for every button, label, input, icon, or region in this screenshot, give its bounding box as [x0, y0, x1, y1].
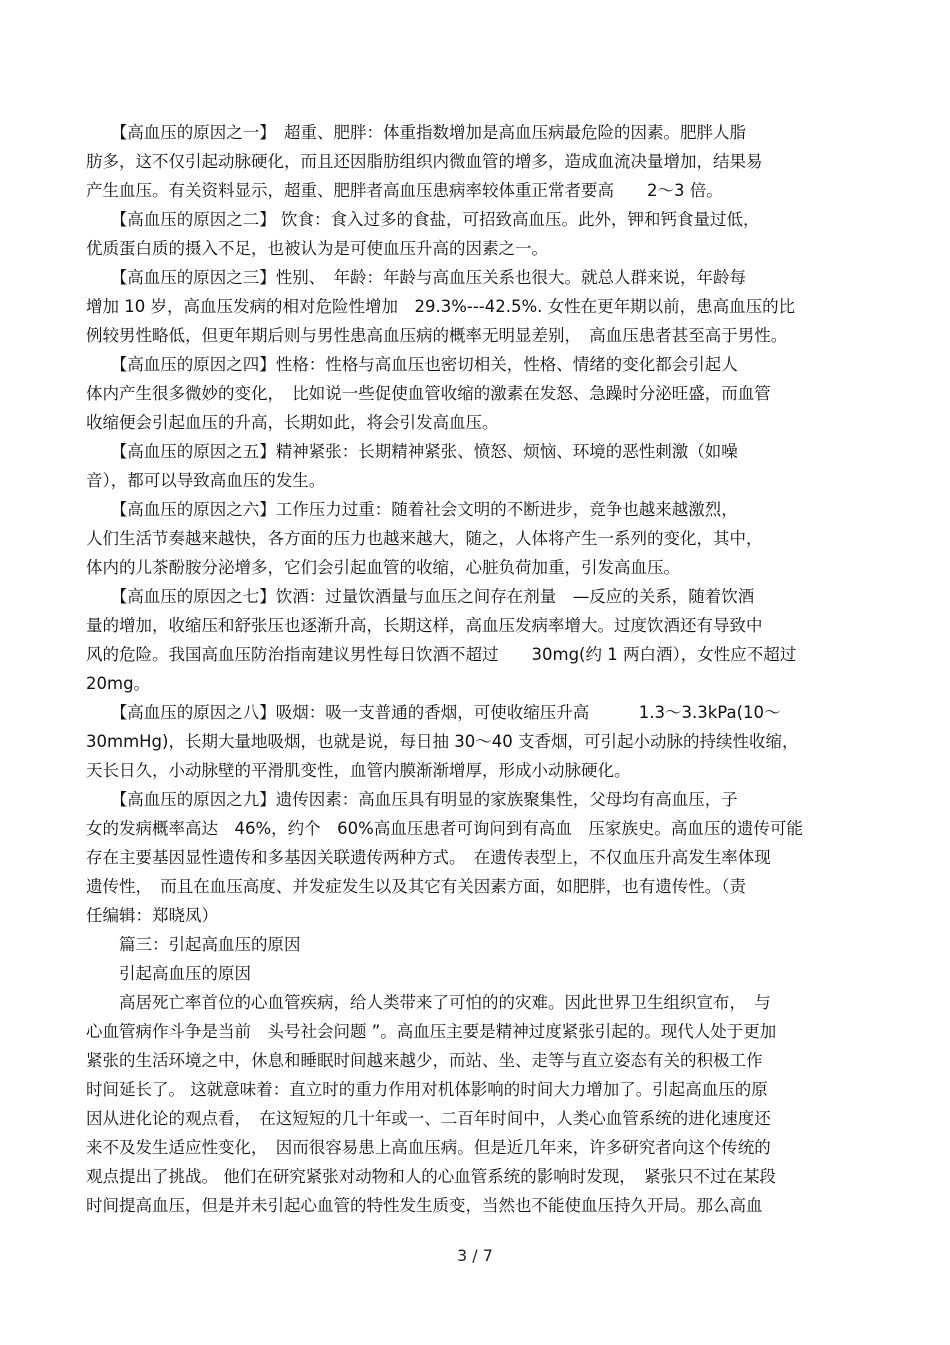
page-number: 3 / 7 [457, 1246, 493, 1265]
text-line: 天长日久，小动脉壁的平滑肌变性，血管内膜渐渐增厚，形成小动脉硬化。 [86, 761, 631, 780]
text-line: 【高血压的原因之一】 超重、肥胖：体重指数增加是高血压病最危险的因素。肥胖人脂 [86, 123, 746, 142]
text-line: 引起高血压的原因 [86, 964, 251, 983]
text-line: 【高血压的原因之六】工作压力过重：随着社会文明的不断进步，竞争也越来越激烈， [86, 500, 738, 519]
text-line: 【高血压的原因之四】性格：性格与高血压也密切相关，性格、情绪的变化都会引起人 [86, 355, 738, 374]
text-line: 【高血压的原因之七】饮酒：过量饮酒量与血压之间存在剂量 —反应的关系，随着饮酒 [86, 587, 755, 606]
text-line: 体内产生很多微妙的变化， 比如说一些促使血管收缩的激素在发怒、急躁时分泌旺盛，而血管 [86, 384, 771, 403]
text-line: 肪多，这不仅引起动脉硬化，而且还因脂肪组织内微血管的增多，造成血流决量增加，结果易 [86, 152, 763, 171]
text-line: 产生血压。有关资料显示，超重、肥胖者高血压患病率较体重正常者要高 2～3 倍。 [86, 181, 723, 200]
text-line: 心血管病作斗争是当前 头号社会问题 ”。高血压主要是精神过度紧张引起的。现代人处于更加 [86, 1022, 777, 1041]
text-line: 遗传性， 而且在血压高度、并发症发生以及其它有关因素方面，如肥胖，也有遗传性。（责 [86, 877, 746, 896]
text-line: 20mg。 [86, 674, 151, 693]
text-line: 【高血压的原因之八】吸烟：吸一支普通的香烟，可使收缩压升高 1.3～3.3kPa(10～ [86, 703, 781, 722]
text-line: 【高血压的原因之三】性别、 年龄：年龄与高血压关系也很大。就总人群来说，年龄每 [86, 268, 746, 287]
text-line: 优质蛋白质的摄入不足，也被认为是可使血压升高的因素之一。 [86, 239, 548, 258]
text-line: 音），都可以导致高血压的发生。 [86, 471, 326, 490]
text-line: 观点提出了挑战。 他们在研究紧张对动物和人的心血管系统的影响时发现， 紧张只不过在某段 [86, 1167, 776, 1186]
text-line: 女的发病概率高达 46%，约个 60%高血压患者可询问到有高血 压家族史。高血压的遗传可能 [86, 819, 803, 838]
text-line: 紧张的生活环境之中，休息和睡眠时间越来越少，而站、坐、走等与直立姿态有关的积极工作 [86, 1051, 763, 1070]
text-line: 例较男性略低，但更年期后则与男性患高血压病的概率无明显差别， 高血压患者甚至高于男性。 [86, 326, 788, 345]
text-line: 【高血压的原因之九】遗传因素：高血压具有明显的家族聚集性，父母均有高血压，子 [86, 790, 738, 809]
text-line: 30mmHg)，长期大量地吸烟，也就是说，每日抽 30～40 支香烟，可引起小动脉的持续性收缩， [86, 732, 799, 751]
text-line: 篇三：引起高血压的原因 [86, 935, 301, 954]
text-line: 时间延长了。 这就意味着：直立时的重力作用对机体影响的时间大力增加了。引起高血压的原 [86, 1080, 768, 1099]
text-line: 风的危险。我国高血压防治指南建议男性每日饮酒不超过 30mg(约 1 两白酒），女性应不超过 [86, 645, 797, 664]
text-line: 存在主要基因显性遗传和多基因关联遗传两种方式。 在遗传表型上，不仅血压升高发生率体现 [86, 848, 771, 867]
text-line: 收缩便会引起血压的升高，长期如此，将会引发高血压。 [86, 413, 499, 432]
text-line: 因从进化论的观点看， 在这短短的几十年或一、二百年时间中，人类心血管系统的进化速度还 [86, 1109, 771, 1128]
text-line: 人们生活节奏越来越快，各方面的压力也越来越大，随之，人体将产生一系列的变化，其中， [86, 529, 763, 548]
text-line: 来不及发生适应性变化， 因而很容易患上高血压病。但是近几年来，许多研究者向这个传统的 [86, 1138, 771, 1157]
text-line: 增加 10 岁，高血压发病的相对危险性增加 29.3%---42.5%. 女性在更年期以前，患高血压的比 [86, 297, 796, 316]
text-line: 【高血压的原因之五】精神紧张：长期精神紧张、愤怒、烦恼、环境的恶性刺激（如噪 [86, 442, 738, 461]
text-line: 时间提高血压，但是并未引起心血管的特性发生质变，当然也不能使血压持久开局。那么高血 [86, 1196, 763, 1215]
text-line: 【高血压的原因之二】 饮食：食入过多的食盐，可招致高血压。此外，钾和钙食量过低， [86, 210, 760, 229]
text-line: 量的增加，收缩压和舒张压也逐渐升高，长期这样，高血压发病率增大。过度饮酒还有导致中 [86, 616, 763, 635]
text-line: 任编辑：郑晓凤） [86, 906, 218, 925]
text-line: 体内的儿茶酚胺分泌增多，它们会引起血管的收缩，心脏负荷加重，引发高血压。 [86, 558, 680, 577]
text-line: 高居死亡率首位的心血管疾病，给人类带来了可怕的的灾难。因此世界卫生组织宣布， 与 [86, 993, 771, 1012]
